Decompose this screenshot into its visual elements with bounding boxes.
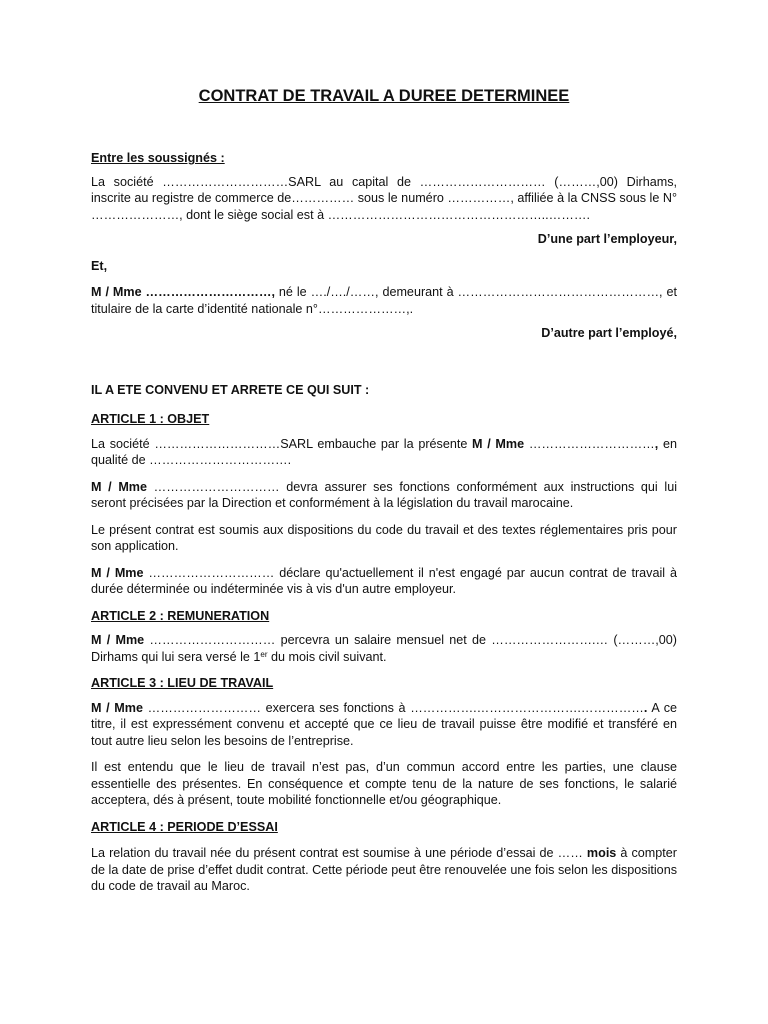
article-2-p1-end: du mois civil suivant. — [267, 649, 387, 664]
article-1-heading: ARTICLE 1 : OBJET — [91, 412, 210, 426]
article-2-heading: ARTICLE 2 : REMUNERATION — [91, 608, 270, 623]
article-3-heading: ARTICLE 3 : LIEU DE TRAVAIL — [91, 676, 274, 690]
article-4-p1-end: à compter de la date de prise d’effet dudit contrat. Cette période peut être renouvelée une fois selon les dispositions du code de travail au Maroc. — [91, 846, 677, 893]
article-1-p1-text: La société …………………………SARL embauche par la présente — [91, 436, 473, 451]
article-3-p1-dot: . — [643, 700, 648, 715]
article-1-p4-text: ………………………… déclare qu'actuellement il n'est engagé par aucun contrat de travail à durée déterminée ou indéterminée vis à vis d'un autre employeur. — [91, 565, 677, 596]
article-1-paragraph-4 — [91, 565, 677, 598]
article-3-p1-text: ……………………… exercera ses fonctions à …………….…………………….…………… — [142, 700, 644, 715]
article-1-p2-text: ………………………… devra assurer ses fonctions conformément aux instructions qui lui seront précisées par la Direction et conformément à la législation du travail marocaine. — [91, 479, 677, 510]
article-2-p1-mme: M / Mme — [91, 633, 145, 647]
article-4-heading: ARTICLE 4 : PERIODE D’ESSAI — [91, 819, 278, 834]
article-1-p2-mme: M / Mme — [91, 479, 148, 494]
parties-heading: Entre les soussignés : — [91, 151, 225, 165]
article-2-p1-sup: er — [260, 649, 268, 659]
employee-label: M / Mme — [91, 285, 142, 299]
article-2-paragraph-1 — [91, 632, 677, 665]
article-1-paragraph-3: Le présent contrat est soumis aux dispositions du code du travail et des textes réglementaires pris pour son application. — [91, 522, 677, 553]
employer-paragraph: La société …………………………SARL au capital de ………………………… (………,00) Dirhams, inscrite au registre de commerce de…………… sous le numéro ……………, affiliée à la CNSS sous le N° …………………, dont le siège social est à ……………………………………………..………. — [91, 174, 677, 222]
employer-closing: D’une part l’employeur, — [537, 232, 677, 246]
article-1-p1-end: en qualité de ……………………………. — [91, 436, 677, 467]
employee-name-blank: …………………………, — [141, 285, 275, 299]
employee-details: né le …./…./……, demeurant à …………………………………………, et titulaire de la carte d’identité nationale n°…………………,. — [91, 285, 677, 316]
article-1-paragraph-2 — [91, 479, 677, 512]
article-1-p1-mme: M / Mme — [472, 436, 525, 451]
article-2-p1-text: ………………………… percevra un salaire mensuel net de …………………….… (………,00) Dirhams qui lui sera versé le 1 — [91, 633, 678, 664]
agreement-heading: IL A ETE CONVENU ET ARRETE CE QUI SUIT : — [91, 382, 370, 397]
article-1-p1-dots: ………………………… — [524, 436, 655, 451]
contract-page — [91, 86, 677, 895]
employee-closing: D’autre part l’employé, — [541, 326, 677, 340]
article-4-p1-mois: mois — [586, 846, 617, 860]
article-4-p1-text: La relation du travail née du présent contrat est soumise à une période d’essai de …… — [91, 846, 587, 860]
article-1-paragraph-1 — [91, 436, 677, 469]
article-3-paragraph-1 — [91, 700, 677, 750]
article-3-p1-mme: M / Mme — [91, 700, 143, 715]
document-title: CONTRAT DE TRAVAIL A DUREE DETERMINEE — [198, 87, 570, 105]
article-4-paragraph-1 — [91, 845, 677, 895]
et-line: Et, — [91, 258, 108, 273]
employee-paragraph — [91, 284, 677, 317]
article-1-p4-mme: M / Mme — [91, 565, 144, 580]
article-1-p1-comma: , — [654, 436, 659, 451]
article-3-p1-end: A ce titre, il est expressément convenu et accepté que ce lieu de travail puisse être modifié et transféré en tout autre lieu selon les besoins de l’entreprise. — [91, 700, 678, 748]
article-3-paragraph-2: Il est entendu que le lieu de travail n’est pas, d’un commun accord entre les parties, une clause essentielle des présentes. En conséquence et compte tenu de la nature de ses fonctions, le salarié acceptera, dés à présent, toute mobilité fonctionnelle et/ou géographique. — [91, 760, 677, 807]
